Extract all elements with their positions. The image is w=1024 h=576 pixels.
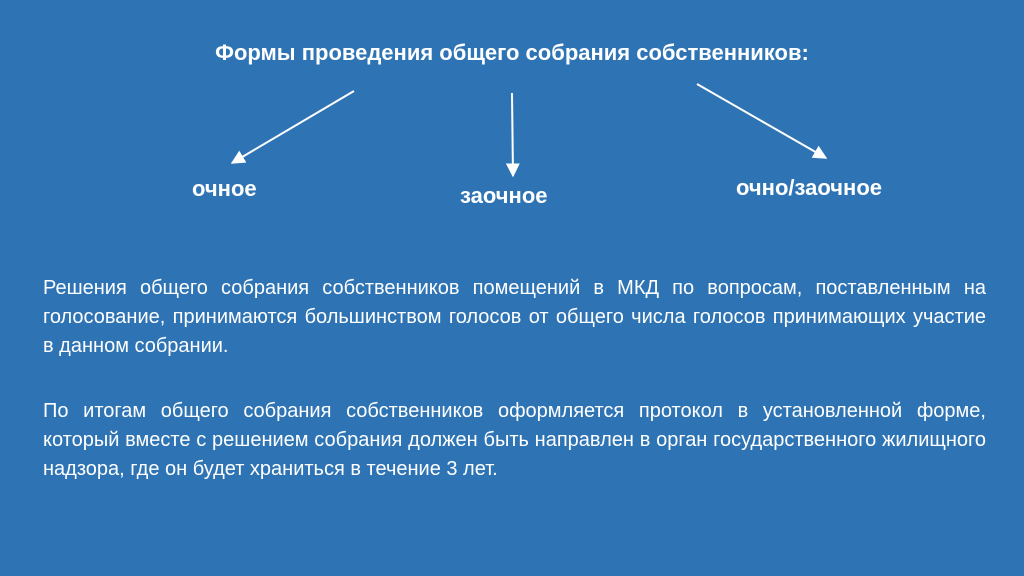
- arrow-left: [232, 91, 354, 163]
- paragraph-protocol: По итогам общего собрания собственников оформляется протокол в установленной форме, который вместе с решением собрания должен быть направлен в орган государственного жилищного надзора, где он будет храниться в течение 3 лет.: [43, 400, 986, 480]
- form-in-person: очное: [192, 176, 257, 201]
- form-mixed: очно/заочное: [736, 175, 883, 200]
- arrow-right: [697, 84, 826, 158]
- form-absentee: заочное: [460, 183, 548, 208]
- paragraph-decisions: Решения общего собрания собственников помещений в МКД по вопросам, поставленным на голосование, принимаются большинством голосов от общего числа голосов принимающих участие в данном собрании.: [43, 277, 986, 357]
- slide-title: Формы проведения общего собрания собственников:: [215, 40, 809, 65]
- arrow-center: [512, 93, 513, 176]
